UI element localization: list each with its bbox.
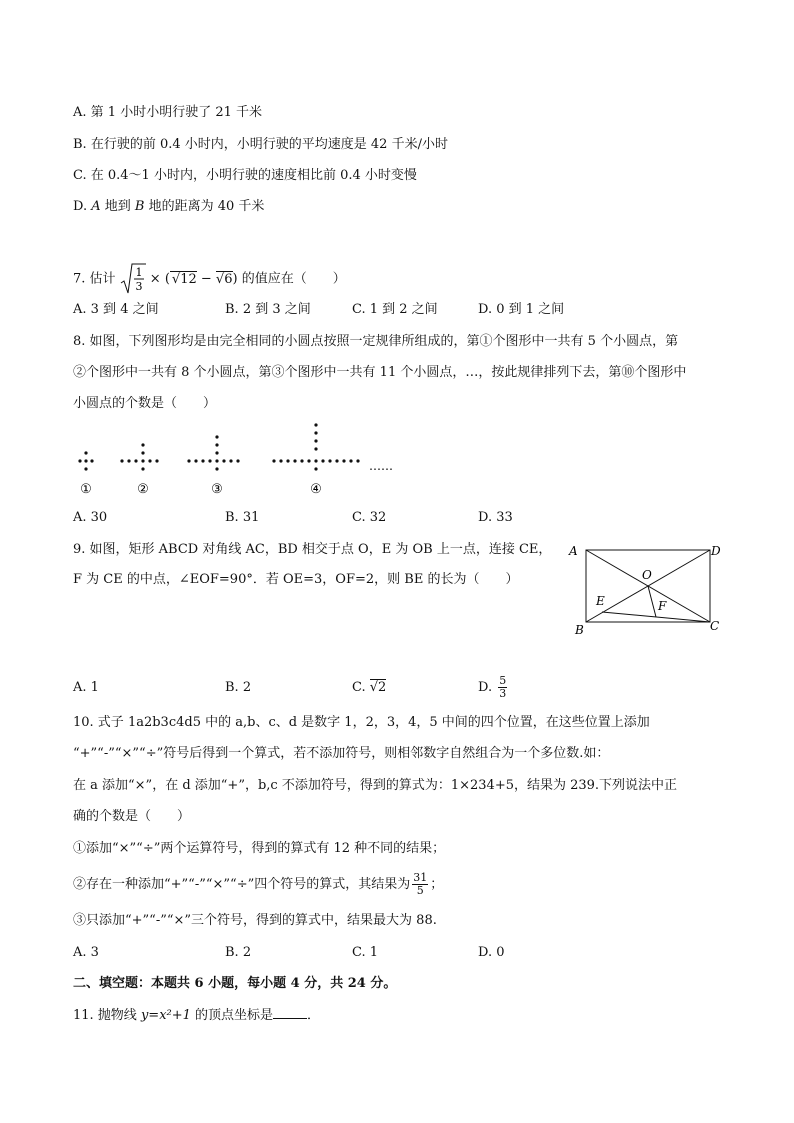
- q10-option-d: D. 0: [478, 945, 505, 960]
- q7-frac-den: 3: [135, 280, 143, 293]
- q9-option-b: B. 2: [225, 680, 252, 695]
- answer-blank[interactable]: [273, 1006, 307, 1019]
- q8-option-c: C. 32: [352, 510, 387, 525]
- q9-option-d: D. $\frac{5}{3}$: [478, 674, 507, 700]
- q7-sqrt6: √6: [215, 271, 233, 287]
- q10-option-b: B. 2: [225, 945, 252, 960]
- q10-statement-1: ①添加“×”“÷”两个运算符号，得到的算式有 12 种不同的结果；: [73, 841, 446, 856]
- q8-option-b: B. 31: [225, 510, 260, 525]
- q9-label-d: D: [711, 544, 721, 558]
- q10-statement-3: ③只添加“+”“-”“×”三个符号，得到的算式中，结果最大为 88.: [73, 913, 437, 928]
- q10-option-a: A. 3: [73, 945, 99, 960]
- q9-line2: F 为 CE 的中点，∠EOF=90°．若 OE=3，OF=2，则 BE 的长为（ ）: [73, 572, 519, 587]
- q10-line4: 确的个数是（ ）: [73, 809, 191, 824]
- q9-option-a: A. 1: [73, 680, 99, 695]
- q8-line3: 小圆点的个数是（ ）: [73, 396, 217, 411]
- q10-option-c: C. 1: [352, 945, 379, 960]
- q10-line3: 在 a 添加“×”，在 d 添加“+”，b,c 不添加符号，得到的算式为：1×234+5，结果为 239.下列说法中正: [73, 778, 678, 793]
- q9-line1: 9. 如图，矩形 ABCD 对角线 AC，BD 相交于点 O，E 为 OB 上一点，连接 CE，: [73, 542, 552, 557]
- q6-option-d: D. A 地到 B 地的距离为 40 千米: [73, 199, 265, 214]
- q7-sqrt12: √12: [171, 271, 197, 287]
- q9-label-a: A: [569, 544, 578, 558]
- sqrt-fraction: [120, 262, 146, 296]
- q11-stem: 11. 抛物线 y=x²+1 的顶点坐标是 ．: [73, 1008, 321, 1023]
- q10-statement-2: ②存在一种添加“+”“-”“×”“÷”四个符号的算式，其结果为 $\frac{31}{5}$ ；: [73, 871, 444, 897]
- q10-line2: “+”“-”“×”“÷”符号后得到一个算式，若不添加符号，则相邻数字自然组合为一个多位数.如：: [73, 746, 610, 761]
- q7-option-d: D. 0 到 1 之间: [478, 302, 565, 317]
- q9-label-f: F: [658, 599, 667, 613]
- q8-label-2: ②: [137, 482, 149, 497]
- q7-option-c: C. 1 到 2 之间: [352, 302, 438, 317]
- q9-label-c: C: [710, 619, 720, 633]
- q6-option-c: C. 在 0.4～1 小时内，小明行驶的速度相比前 0.4 小时变慢: [73, 168, 417, 183]
- q9-option-c: C. √2: [352, 680, 387, 695]
- q6-option-b: B. 在行驶的前 0.4 小时内，小明行驶的平均速度是 42 千米/小时: [73, 137, 448, 152]
- q9-label-b: B: [575, 623, 584, 637]
- q7-stem: 7. 估计 1 3 × ( √12 − √6) 的值应在（ ）: [73, 262, 346, 296]
- q8-option-a: A. 30: [73, 510, 108, 525]
- q8-line1: 8. 如图，下列图形均是由完全相同的小圆点按照一定规律所组成的，第①个图形中一共有 5 个小圆点，第: [73, 334, 679, 349]
- q6-option-a: A. 第 1 小时小明行驶了 21 千米: [73, 105, 262, 120]
- q9-label-e: E: [596, 594, 605, 608]
- section-2-title: 二、填空题：本题共 6 小题，每小题 4 分，共 24 分。: [73, 976, 397, 991]
- q8-label-4: ④: [310, 482, 322, 497]
- q8-label-1: ①: [80, 482, 92, 497]
- q8-line2: ②个图形中一共有 8 个小圆点，第③个图形中一共有 11 个小圆点，…，按此规律排列下去，第⑩个图形中: [73, 365, 687, 380]
- q9-rectangle-diagram: [565, 538, 730, 638]
- q8-label-3: ③: [211, 482, 223, 497]
- q8-option-d: D. 33: [478, 510, 513, 525]
- q10-line1: 10. 式子 1a2b3c4d5 中的 a,b、c、d 是数字 1，2，3，4，5 中间的四个位置，在这些位置上添加: [73, 715, 650, 730]
- q8-ellipsis: ……: [369, 459, 393, 473]
- q7-option-b: B. 2 到 3 之间: [225, 302, 311, 317]
- q9-label-o: O: [642, 568, 652, 582]
- q7-frac-num: 1: [135, 266, 143, 279]
- q8-dot-pattern-figure: [60, 415, 420, 500]
- q7-option-a: A. 3 到 4 之间: [73, 302, 159, 317]
